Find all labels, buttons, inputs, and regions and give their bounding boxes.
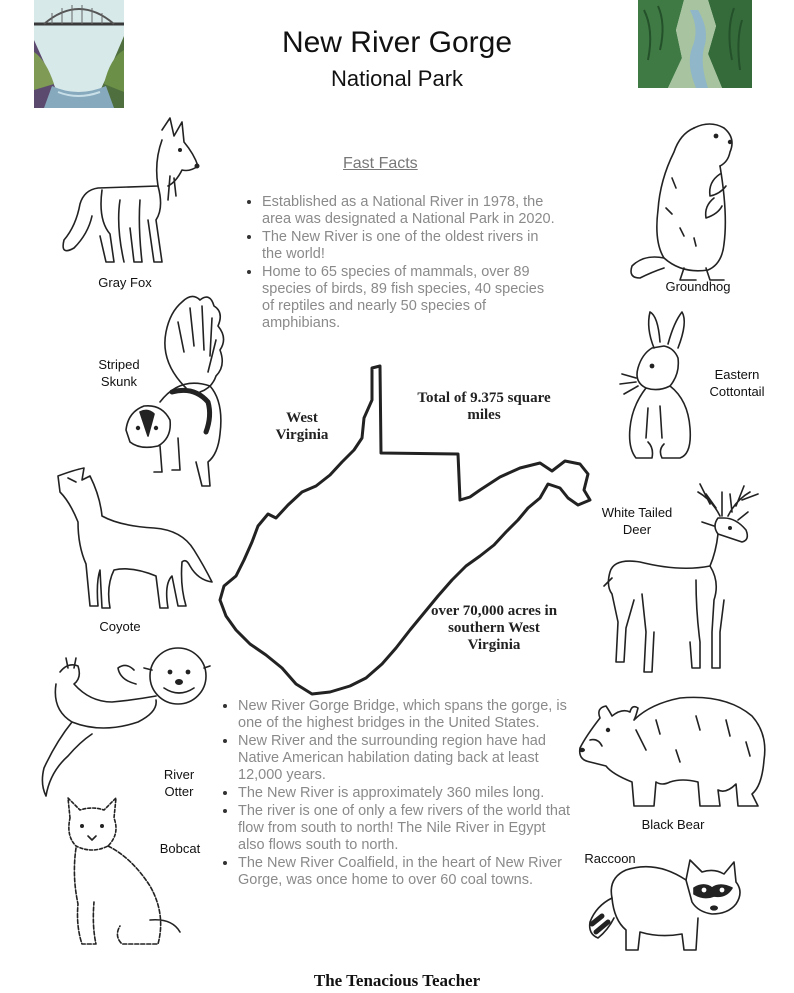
state-label: West Virginia bbox=[275, 410, 329, 443]
fact-item: • New River Gorge Bridge, which spans the gorge, is one of the highest bridges in the United States. bbox=[238, 698, 572, 732]
acres-stat: over 70,000 acres in southern West Virginia bbox=[430, 603, 558, 653]
striped-skunk-illustration bbox=[120, 292, 230, 490]
striped-skunk-label: Striped Skunk bbox=[98, 357, 140, 389]
raccoon-illustration bbox=[586, 854, 744, 954]
black-bear-illustration bbox=[576, 690, 772, 814]
fast-fact-item: • Home to 65 species of mammals, over 89 species of birds, 89 fish species, 40 species of reptiles and nearly 50 species of amphibians. bbox=[262, 264, 560, 332]
eastern-cottontail-label: Eastern Cottontail bbox=[709, 367, 765, 399]
gray-fox-illustration bbox=[58, 116, 214, 266]
bottom-facts-list bbox=[218, 698, 572, 890]
fast-fact-item: • Established as a National River in 1978, the area was designated a National Park in 2020. bbox=[262, 194, 560, 228]
white-tailed-deer-label: White Tailed Deer bbox=[601, 505, 673, 537]
coyote-label: Coyote bbox=[99, 619, 141, 634]
bobcat-illustration bbox=[62, 796, 184, 948]
fast-fact-item: • The New River is one of the oldest rivers in the world! bbox=[262, 229, 560, 263]
fast-facts-heading: Fast Facts bbox=[343, 155, 418, 172]
gray-fox-label: Gray Fox bbox=[98, 275, 152, 290]
coyote-illustration bbox=[56, 466, 216, 616]
fact-item: • The river is one of only a few rivers of the world that flow from south to north! The Nile River in Egypt also flows south to north. bbox=[238, 803, 572, 854]
groundhog-label: Groundhog bbox=[665, 279, 731, 294]
eastern-cottontail-illustration bbox=[618, 308, 698, 464]
area-stat: Total of 9.375 square miles bbox=[417, 390, 551, 423]
groundhog-illustration bbox=[624, 118, 740, 284]
black-bear-label: Black Bear bbox=[641, 817, 705, 832]
fact-item: • New River and the surrounding region have had Native American habilation dating back at least 12,000 years. bbox=[238, 733, 572, 784]
bobcat-label: Bobcat bbox=[159, 841, 201, 856]
page-title: New River Gorge bbox=[281, 26, 513, 59]
fact-item: • The New River is approximately 360 miles long. bbox=[238, 785, 572, 802]
footer-credit: The Tenacious Teacher bbox=[313, 971, 481, 990]
raccoon-label: Raccoon bbox=[584, 851, 636, 866]
page-subtitle: National Park bbox=[330, 66, 464, 91]
river-otter-label: River Otter bbox=[163, 767, 195, 799]
fact-item: • The New River Coalfield, in the heart of New River Gorge, was once home to over 60 coal towns. bbox=[238, 855, 572, 889]
